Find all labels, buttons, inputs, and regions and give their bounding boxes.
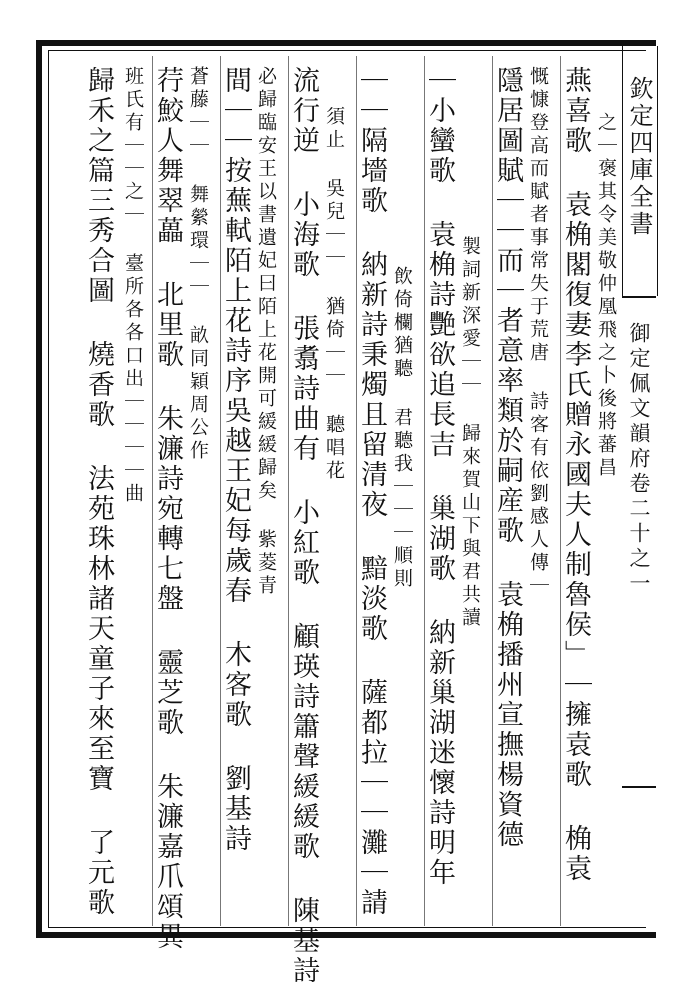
text-line-4: 慨慷登高而賦者事常失于荒唐 詩客有依劉感人傳｜ (527, 66, 549, 598)
book-title-column (622, 46, 658, 296)
text-column-5 (288, 56, 347, 986)
book-title: 欽定四庫全書 (625, 76, 653, 238)
text-column-8 (52, 56, 152, 926)
text-line-14: 蒼藤｜｜ 舞縈環｜｜ 畝同穎周公作 (187, 66, 209, 463)
text-line-13: 荇鮫人舞翠藟 北里歌 朱濂詩宛轉七盤 靈芝歌 朱濂嘉爪頌異 (152, 66, 183, 952)
text-line-6: 製詞新深愛｜｜ 歸來賀山下與君共讀 (459, 236, 481, 630)
text-line-1: 燕喜歌 袁桷閣復妻李氏贈永國夫人制魯侯」｜擁袁歌 桷袁 (560, 66, 591, 884)
text-line-5: ｜小蠻歌 袁桷詩艷欲追長吉 巢湖歌 納新巢湖迷懷詩明年 (424, 66, 455, 888)
text-line-15: 歸禾之篇三秀合圖 燒香歌 法苑珠林諸天童子來至寶 了元歌 (83, 66, 114, 918)
volume-title-column (622, 312, 656, 792)
text-line-10: 須止 吳兒｜｜ 猶倚｜｜ 聽唱花 (323, 106, 345, 483)
text-line-16: 班氏有｜｜之｜ 臺所各各口出｜｜｜｜曲 (122, 66, 144, 506)
volume-title: 御定佩文韻府卷二十之一 (627, 322, 651, 597)
text-line-3: 隱居圖賦｜｜而｜者意率類於嗣産歌 袁桷播州宣撫楊資德 (492, 66, 523, 850)
text-column-2 (492, 56, 551, 926)
text-line-7: ｜｜隔墻歌 納新詩秉燭且留清夜 黯淡歌 薩都拉｜｜灘｜請 (356, 66, 387, 918)
text-line-8: 飲倚欄猶聽 君聽我｜｜｜順則 (391, 266, 413, 591)
text-column-3 (424, 56, 483, 926)
text-line-12: 必歸臨安王以書遺妃曰陌上花開可緩緩歸矣 紫菱青 (255, 66, 277, 598)
text-column-4 (356, 56, 415, 926)
text-column-7 (152, 56, 211, 952)
text-column-6 (220, 56, 279, 926)
text-line-9: 流行逆 小海歌 張翥詩曲有 小紅歌 顧瑛詩簫聲緩緩歌 陳基詩 (288, 66, 319, 986)
text-line-2: 之｜褒其令美敬仲凰飛之卜後將蕃昌 (595, 112, 617, 480)
header-divider-lower (622, 786, 656, 788)
text-line-11: 間｜｜按蕪軾陌上花詩序吳越王妃每歲春 木客歌 劉基詩 (220, 66, 251, 854)
header-divider (622, 296, 656, 298)
text-column-1 (560, 56, 619, 926)
